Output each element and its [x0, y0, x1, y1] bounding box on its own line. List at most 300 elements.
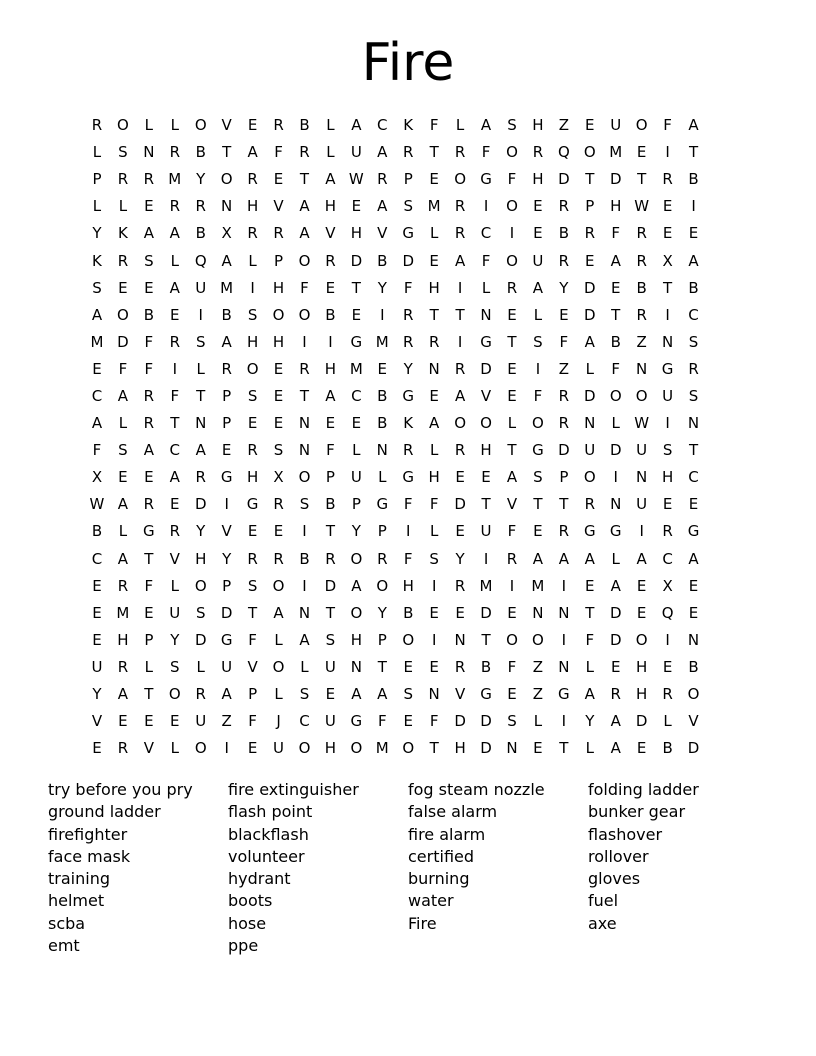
grid-letter: P [559, 468, 569, 487]
grid-letter: S [247, 386, 258, 405]
word-list-item: hydrant [228, 869, 291, 889]
grid-letter: O [635, 386, 648, 405]
grid-letter: E [325, 278, 336, 297]
grid-row [84, 139, 734, 166]
grid-letter: R [169, 197, 180, 216]
grid-letter: A [325, 386, 336, 405]
grid-letter: L [170, 251, 179, 270]
grid-letter: F [170, 386, 180, 405]
grid-letter: A [610, 712, 621, 731]
grid-letter: E [273, 414, 284, 433]
grid-letter: A [117, 685, 129, 704]
grid-letter: O [298, 468, 311, 487]
grid-letter: F [92, 441, 102, 460]
grid-row [84, 410, 734, 437]
grid-letter: T [611, 305, 621, 324]
grid-letter: E [118, 278, 128, 297]
grid-letter: Y [559, 278, 569, 297]
grid-letter: I [431, 630, 437, 649]
grid-letter: L [533, 305, 543, 324]
grid-letter: E [351, 197, 362, 216]
grid-letter: H [480, 441, 492, 460]
grid-letter: O [220, 170, 233, 189]
grid-letter: F [559, 332, 569, 351]
grid-letter: I [665, 305, 670, 324]
grid-letter: C [662, 549, 673, 568]
grid-letter: S [118, 143, 128, 162]
word-list-item: burning [408, 869, 470, 889]
grid-letter: M [375, 739, 389, 758]
word-list-item: volunteer [228, 846, 305, 866]
grid-letter: C [91, 549, 103, 568]
grid-letter: O [350, 739, 363, 758]
grid-letter: O [350, 549, 363, 568]
grid-letter: G [350, 332, 363, 351]
word-list-item: bunker gear [588, 802, 686, 822]
grid-letter: V [221, 116, 232, 135]
grid-letter: B [377, 414, 388, 433]
grid-letter: T [248, 603, 258, 622]
grid-letter: S [247, 576, 258, 595]
grid-letter: H [610, 197, 622, 216]
grid-letter: M [116, 603, 130, 622]
grid-letter: R [143, 170, 155, 189]
grid-letter: O [506, 251, 518, 270]
grid-letter: E [455, 603, 465, 622]
grid-letter: W [634, 197, 650, 216]
grid-letter: N [687, 630, 700, 649]
grid-letter: R [273, 495, 284, 514]
grid-letter: S [299, 685, 310, 704]
grid-letter: S [662, 441, 673, 460]
grid-letter: A [299, 630, 310, 649]
grid-letter: B [377, 386, 388, 405]
grid-letter: T [429, 143, 439, 162]
grid-letter: F [403, 495, 413, 514]
grid-letter: S [533, 332, 543, 351]
word-list-item: gloves [588, 869, 641, 889]
grid-letter: W [348, 170, 364, 189]
grid-letter: I [561, 712, 567, 731]
grid-letter: A [636, 549, 647, 568]
grid-letter: G [687, 522, 700, 541]
grid-row [84, 193, 734, 220]
grid-letter: R [403, 441, 414, 460]
grid-letter: H [272, 278, 285, 297]
word-column [228, 779, 408, 957]
grid-letter: R [377, 549, 388, 568]
grid-letter: R [299, 359, 310, 378]
grid-letter: V [143, 739, 154, 758]
grid-letter: E [559, 305, 569, 324]
grid-letter: V [454, 685, 466, 704]
grid-letter: A [377, 197, 388, 216]
grid-letter: A [221, 685, 232, 704]
grid-letter: L [429, 224, 439, 243]
grid-letter: T [325, 522, 335, 541]
grid-letter: G [143, 522, 155, 541]
grid-row [84, 329, 734, 356]
grid-row [84, 356, 734, 383]
grid-letter: U [662, 386, 674, 405]
grid-letter: Y [351, 522, 361, 541]
grid-letter: N [428, 685, 440, 704]
grid-row [84, 735, 734, 762]
grid-letter: V [247, 657, 258, 676]
grid-letter: T [429, 305, 439, 324]
grid-letter: O [506, 630, 518, 649]
grid-letter: T [299, 386, 310, 405]
grid-letter: S [299, 495, 310, 514]
grid-letter: F [403, 278, 413, 297]
grid-row [84, 275, 734, 302]
grid-letter: G [402, 224, 415, 243]
grid-letter: L [507, 414, 517, 433]
grid-letter: A [584, 549, 595, 568]
grid-letter: U [610, 116, 622, 135]
grid-letter: Y [196, 170, 206, 189]
grid-letter: E [429, 170, 439, 189]
grid-letter: D [609, 603, 622, 622]
grid-letter: V [91, 712, 103, 731]
grid-letter: Z [532, 657, 544, 676]
grid-row [84, 681, 734, 708]
grid-letter: O [532, 630, 544, 649]
grid-letter: S [92, 278, 102, 297]
word-list-item: fire alarm [408, 824, 486, 844]
grid-letter: F [507, 657, 517, 676]
grid-letter: Q [194, 251, 207, 270]
grid-letter: H [272, 332, 285, 351]
grid-letter: T [325, 603, 335, 622]
grid-letter: R [143, 495, 155, 514]
grid-letter: R [403, 143, 414, 162]
grid-letter: R [454, 197, 466, 216]
grid-letter: O [246, 359, 259, 378]
grid-letter: U [221, 657, 233, 676]
grid-letter: F [611, 224, 621, 243]
grid-letter: P [585, 197, 595, 216]
grid-letter: O [168, 685, 181, 704]
grid-letter: G [246, 495, 259, 514]
grid-letter: S [170, 657, 180, 676]
grid-letter: O [454, 414, 466, 433]
grid-letter: U [169, 603, 181, 622]
grid-letter: O [117, 116, 129, 135]
grid-letter: S [325, 630, 336, 649]
grid-letter: T [585, 170, 595, 189]
grid-letter: I [483, 197, 489, 216]
grid-letter: T [377, 657, 387, 676]
grid-letter: P [222, 576, 232, 595]
grid-letter: I [172, 359, 177, 378]
word-column [48, 779, 228, 957]
grid-letter: Y [170, 630, 180, 649]
grid-letter: K [403, 116, 414, 135]
grid-letter: D [584, 305, 596, 324]
grid-letter: L [326, 116, 335, 135]
grid-letter: E [507, 305, 517, 324]
grid-letter: R [558, 386, 570, 405]
grid-letter: A [299, 224, 310, 243]
grid-letter: E [429, 657, 439, 676]
grid-letter: O [272, 576, 285, 595]
grid-letter: A [377, 143, 388, 162]
grid-letter: V [325, 224, 336, 243]
grid-letter: I [457, 332, 463, 351]
grid-letter: D [609, 441, 622, 460]
grid-letter: A [195, 441, 206, 460]
grid-letter: H [661, 468, 674, 487]
word-column [588, 779, 768, 957]
grid-letter: R [558, 197, 570, 216]
word-list-item: false alarm [408, 802, 498, 822]
grid-letter: H [324, 359, 337, 378]
grid-letter: L [611, 549, 620, 568]
grid-letter: A [117, 549, 129, 568]
grid-letter: S [507, 712, 517, 731]
grid-letter: U [273, 739, 285, 758]
grid-letter: A [247, 143, 258, 162]
grid-letter: R [454, 359, 466, 378]
grid-letter: R [273, 549, 284, 568]
grid-letter: R [454, 576, 466, 595]
grid-letter: R [454, 441, 466, 460]
grid-letter: E [688, 224, 699, 243]
grid-letter: O [194, 576, 207, 595]
grid-letter: D [324, 576, 337, 595]
grid-letter: H [324, 739, 337, 758]
grid-letter: R [117, 170, 129, 189]
grid-letter: F [403, 549, 413, 568]
grid-letter: D [402, 251, 414, 270]
word-list-item: helmet [48, 891, 105, 911]
grid-letter: L [585, 739, 594, 758]
grid-letter: E [325, 685, 336, 704]
grid-letter: E [403, 657, 413, 676]
grid-letter: A [221, 251, 232, 270]
grid-letter: F [144, 332, 154, 351]
grid-letter: D [454, 495, 466, 514]
grid-letter: E [273, 386, 284, 405]
grid-letter: P [403, 170, 413, 189]
grid-letter: I [302, 522, 307, 541]
grid-letter: R [117, 739, 129, 758]
grid-letter: E [118, 712, 128, 731]
grid-letter: G [532, 441, 544, 460]
grid-letter: T [144, 549, 154, 568]
grid-letter: E [170, 712, 180, 731]
grid-letter: T [533, 495, 543, 514]
word-list-item: blackflash [228, 824, 309, 844]
grid-letter: X [273, 468, 284, 487]
grid-letter: L [429, 522, 439, 541]
grid-letter: P [274, 251, 284, 270]
grid-letter: R [91, 116, 103, 135]
grid-letter: V [506, 495, 518, 514]
grid-letter: N [584, 414, 596, 433]
grid-letter: B [610, 332, 621, 351]
grid-letter: R [247, 549, 258, 568]
grid-letter: F [663, 116, 672, 135]
grid-letter: A [506, 468, 518, 487]
grid-letter: I [302, 332, 307, 351]
grid-letter: D [480, 712, 492, 731]
grid-letter: E [533, 224, 543, 243]
grid-letter: L [455, 116, 465, 135]
grid-letter: N [480, 305, 492, 324]
grid-letter: N [506, 739, 518, 758]
grid-letter: N [636, 359, 648, 378]
grid-letter: E [662, 197, 673, 216]
word-list-item: flashover [588, 824, 663, 844]
grid-letter: F [274, 143, 283, 162]
grid-letter: I [328, 332, 333, 351]
grid-letter: S [429, 549, 439, 568]
grid-letter: R [299, 143, 310, 162]
grid-letter: N [532, 603, 544, 622]
grid-letter: F [611, 359, 621, 378]
grid-letter: R [377, 170, 388, 189]
grid-letter: A [454, 251, 466, 270]
grid-letter: E [585, 251, 595, 270]
grid-letter: D [558, 441, 570, 460]
grid-letter: E [429, 386, 439, 405]
grid-letter: E [636, 739, 647, 758]
grid-letter: B [636, 278, 647, 297]
grid-letter: R [662, 685, 673, 704]
grid-letter: C [688, 305, 699, 324]
grid-letter: G [661, 359, 674, 378]
grid-letter: E [585, 576, 595, 595]
grid-letter: A [610, 576, 621, 595]
grid-letter: N [221, 197, 233, 216]
grid-letter: R [169, 522, 180, 541]
grid-letter: F [585, 630, 595, 649]
grid-letter: A [584, 685, 595, 704]
grid-letter: E [662, 657, 673, 676]
grid-row [84, 247, 734, 274]
grid-letter: H [402, 576, 414, 595]
word-list-item: certified [408, 846, 475, 866]
grid-letter: V [688, 712, 699, 731]
grid-letter: R [558, 251, 570, 270]
grid-letter: L [611, 414, 620, 433]
grid-letter: F [377, 712, 387, 731]
grid-letter: E [636, 576, 647, 595]
grid-row [84, 708, 734, 735]
grid-letter: L [118, 197, 128, 216]
grid-letter: O [635, 630, 648, 649]
grid-letter: L [481, 278, 491, 297]
grid-letter: C [351, 386, 362, 405]
grid-letter: A [558, 549, 569, 568]
grid-letter: I [483, 549, 489, 568]
grid-letter: I [224, 739, 229, 758]
grid-letter: B [688, 278, 699, 297]
grid-letter: O [402, 630, 415, 649]
grid-letter: W [634, 414, 650, 433]
grid-letter: L [378, 468, 387, 487]
grid-letter: E [273, 522, 284, 541]
grid-letter: K [403, 414, 414, 433]
grid-letter: E [92, 739, 102, 758]
grid-letter: B [480, 657, 492, 676]
grid-letter: C [688, 468, 699, 487]
grid-letter: T [455, 305, 465, 324]
grid-letter: P [144, 630, 154, 649]
grid-letter: I [457, 278, 463, 297]
grid-row [84, 220, 734, 247]
grid-letter: A [351, 116, 362, 135]
grid-letter: E [403, 712, 413, 731]
grid-letter: E [247, 522, 258, 541]
grid-letter: P [92, 170, 102, 189]
grid-letter: G [480, 332, 492, 351]
grid-letter: Y [377, 603, 387, 622]
grid-letter: A [532, 278, 544, 297]
grid-row [84, 302, 734, 329]
grid-letter: D [609, 630, 622, 649]
grid-letter: Z [636, 332, 647, 351]
grid-letter: R [169, 143, 180, 162]
grid-letter: O [506, 143, 518, 162]
grid-letter: F [118, 359, 128, 378]
grid-letter: E [92, 630, 102, 649]
grid-letter: O [272, 657, 285, 676]
grid-row [84, 546, 734, 573]
grid-letter: R [143, 386, 155, 405]
grid-letter: T [170, 414, 180, 433]
grid-letter: D [220, 603, 233, 622]
grid-letter: I [665, 143, 670, 162]
grid-letter: M [168, 170, 182, 189]
grid-letter: E [507, 359, 517, 378]
grid-letter: R [117, 657, 129, 676]
grid-letter: N [661, 332, 674, 351]
grid-letter: A [688, 116, 699, 135]
grid-letter: S [144, 251, 154, 270]
grid-letter: R [273, 224, 284, 243]
word-list-item: scba [48, 913, 86, 933]
grid-letter: L [92, 143, 102, 162]
grid-letter: S [533, 468, 543, 487]
grid-letter: A [377, 685, 388, 704]
grid-letter: L [274, 630, 283, 649]
grid-letter: F [144, 359, 154, 378]
grid-letter: R [558, 522, 570, 541]
grid-letter: Y [403, 359, 413, 378]
grid-letter: E [481, 468, 491, 487]
grid-letter: B [195, 143, 206, 162]
grid-letter: E [455, 522, 465, 541]
word-list-item: hose [228, 913, 267, 933]
grid-letter: P [377, 630, 387, 649]
grid-letter: R [273, 116, 284, 135]
grid-letter: I [224, 495, 229, 514]
grid-letter: L [92, 197, 102, 216]
grid-letter: O [687, 685, 700, 704]
grid-letter: X [662, 576, 673, 595]
grid-letter: E [585, 116, 595, 135]
grid-letter: B [688, 657, 699, 676]
grid-letter: A [143, 441, 154, 460]
grid-letter: R [325, 549, 336, 568]
grid-letter: T [351, 278, 361, 297]
grid-letter: R [169, 332, 180, 351]
grid-letter: O [583, 468, 596, 487]
grid-letter: D [480, 359, 492, 378]
